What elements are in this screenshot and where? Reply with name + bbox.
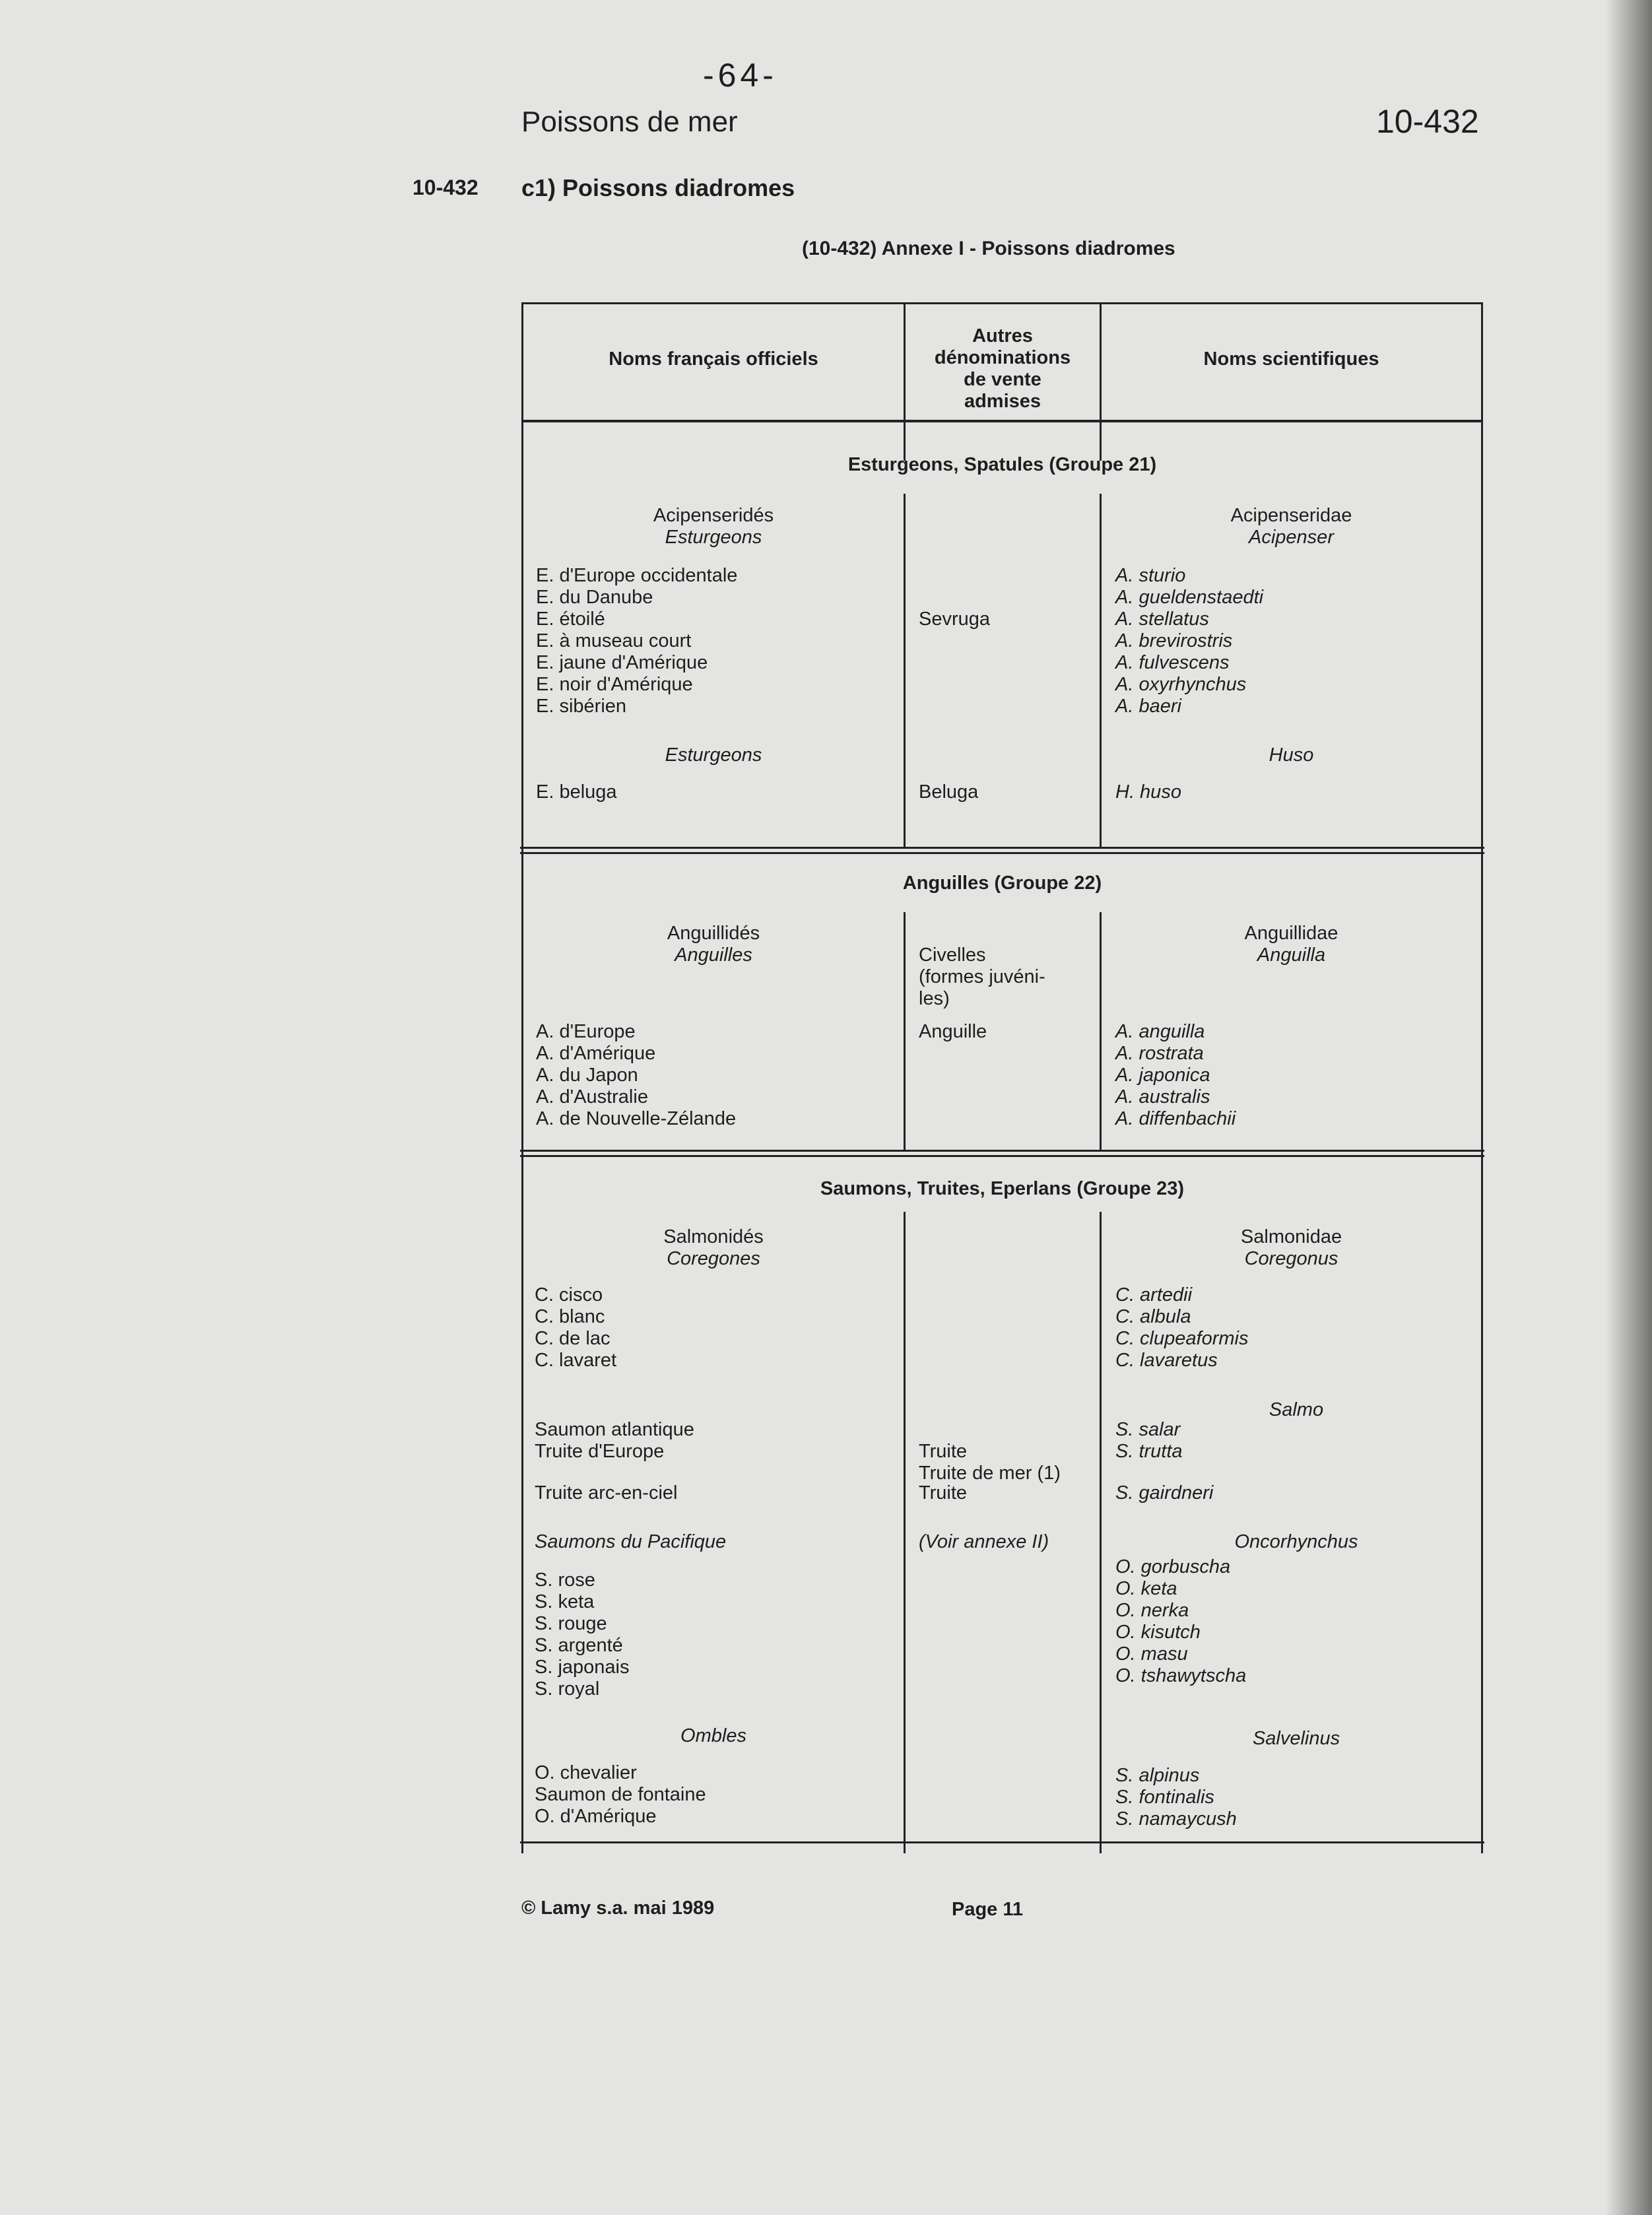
family-fr: Anguillidés	[667, 923, 760, 944]
genus-sci: Oncorhynchus	[1234, 1531, 1358, 1552]
table-cell: Sevruga	[919, 609, 991, 630]
table-cell: C. artedii	[1115, 1284, 1193, 1306]
annex-reference: (Voir annexe II)	[919, 1531, 1049, 1552]
species-list-sci	[1115, 1556, 1246, 1687]
table-cell: A. d'Australie	[536, 1086, 648, 1108]
table-cell: Anguille	[919, 1021, 987, 1042]
table-cell: S. fontinalis	[1115, 1787, 1214, 1808]
genus-fr: Ombles	[680, 1725, 746, 1746]
table-cell: S. rouge	[535, 1613, 607, 1634]
table-cell: O. gorbuscha	[1115, 1556, 1231, 1577]
table-cell: E. beluga	[536, 781, 617, 803]
table-cell: A. d'Amérique	[536, 1043, 656, 1064]
table-cell: A. brevirostris	[1115, 630, 1233, 651]
table-cell: A. gueldenstaedti	[1115, 587, 1264, 608]
table-cell: O. nerka	[1115, 1600, 1189, 1621]
table-cell: C. lavaret	[535, 1350, 617, 1371]
table-cell: O. kisutch	[1115, 1622, 1201, 1643]
genus-sci: Coregonus	[1244, 1248, 1338, 1269]
genus-sci: Anguilla	[1257, 944, 1326, 966]
species-list-sci	[1115, 1021, 1236, 1130]
page-title: Poissons de mer	[521, 106, 738, 138]
table-cell: O. tshawytscha	[1115, 1665, 1247, 1686]
genus-fr: Esturgeons	[665, 527, 762, 548]
table-cell: O. keta	[1115, 1578, 1177, 1599]
table-cell: E. étoilé	[536, 609, 605, 630]
table-cell: E. jaune d'Amérique	[536, 652, 708, 673]
table-cell: S. trutta	[1115, 1441, 1183, 1462]
table-cell: Truite de mer (1)	[919, 1463, 1061, 1484]
table-cell: A. fulvescens	[1115, 652, 1230, 673]
table-cell: S. namaycush	[1115, 1808, 1237, 1830]
genus-sci: Salmo	[1269, 1399, 1324, 1420]
table-cell: C. clupeaformis	[1115, 1328, 1249, 1349]
genus-sci: Salvelinus	[1252, 1728, 1340, 1749]
genus-fr: Anguilles	[675, 944, 752, 966]
section-number: 10-432	[413, 176, 479, 199]
group-title-22: Anguilles (Groupe 22)	[902, 873, 1102, 894]
table-cell: A. japonica	[1115, 1065, 1210, 1086]
table-cell: A. anguilla	[1115, 1021, 1205, 1042]
table-cell: C. lavaretus	[1115, 1350, 1218, 1371]
juvenile-note: Civelles (formes juvéni- les)	[919, 944, 1045, 1009]
table-cell: Saumon de fontaine	[535, 1784, 706, 1805]
table-cell: H. huso	[1115, 781, 1181, 803]
genus-fr: Coregones	[667, 1248, 760, 1269]
table-cell: C. cisco	[535, 1284, 603, 1306]
table-cell: A. de Nouvelle-Zélande	[536, 1108, 737, 1129]
table-cell: A. rostrata	[1115, 1043, 1204, 1064]
reference-number: 10-432	[1376, 103, 1479, 140]
table-cell: S. royal	[535, 1678, 600, 1700]
table-cell: O. masu	[1115, 1643, 1188, 1665]
header-french-names: Noms français officiels	[609, 348, 818, 370]
genus-sci: Acipenser	[1249, 527, 1334, 548]
table-cell: E. à museau court	[536, 630, 692, 651]
header-other-names: Autres dénominations de vente admises	[934, 325, 1071, 412]
family-fr: Acipenseridés	[653, 505, 774, 526]
table-cell: E. sibérien	[536, 696, 627, 717]
table-cell: A. baeri	[1115, 696, 1181, 717]
table-cell: E. du Danube	[536, 587, 653, 608]
genus-fr: Esturgeons	[665, 744, 762, 766]
table-cell: C. de lac	[535, 1328, 611, 1349]
table-cell: S. rose	[535, 1570, 595, 1591]
species-list-sci	[1115, 565, 1263, 717]
table-cell: A. sturio	[1115, 565, 1186, 586]
table-cell: S. keta	[535, 1591, 595, 1612]
table-cell: Truite	[919, 1482, 968, 1504]
table-cell: A. d'Europe	[536, 1021, 636, 1042]
table-cell: Saumon atlantique	[535, 1419, 694, 1440]
table-cell: Truite	[919, 1441, 968, 1462]
table-cell: S. argenté	[535, 1635, 623, 1656]
footer-copyright: © Lamy s.a. mai 1989	[521, 1898, 715, 1919]
species-list-fr	[535, 1570, 630, 1700]
species-list-fr	[535, 1284, 616, 1372]
species-list-fr	[536, 1021, 736, 1130]
table-cell: A. stellatus	[1115, 609, 1209, 630]
table-cell: A. australis	[1115, 1086, 1210, 1108]
table-cell: S. japonais	[535, 1657, 630, 1678]
species-list-sci	[1115, 1284, 1248, 1372]
group-title-23: Saumons, Truites, Eperlans (Groupe 23)	[820, 1178, 1185, 1199]
species-list-sci	[1115, 1765, 1237, 1830]
table-cell: E. d'Europe occidentale	[536, 565, 738, 586]
table-cell: O. d'Amérique	[535, 1806, 657, 1827]
section-title: c1) Poissons diadromes	[521, 174, 795, 201]
table-cell: O. chevalier	[535, 1762, 637, 1783]
table-cell: A. diffenbachii	[1115, 1108, 1236, 1129]
table-cell: Beluga	[919, 781, 979, 803]
table-cell: E. noir d'Amérique	[536, 674, 693, 695]
handwritten-page-number: -64-	[703, 57, 777, 94]
footer-page-number: Page 11	[952, 1899, 1024, 1920]
table-cell: Truite d'Europe	[535, 1441, 665, 1462]
family-sci: Salmonidae	[1240, 1226, 1342, 1247]
table-cell: C. blanc	[535, 1306, 605, 1327]
table-cell: S. alpinus	[1115, 1765, 1200, 1786]
table-cell: S. salar	[1115, 1419, 1181, 1440]
table-cell: A. du Japon	[536, 1065, 638, 1086]
annex-title: (10-432) Annexe I - Poissons diadromes	[802, 238, 1175, 259]
table-cell: C. albula	[1115, 1306, 1191, 1327]
family-fr: Salmonidés	[663, 1226, 764, 1247]
species-list-fr	[535, 1762, 706, 1828]
genus-fr: Saumons du Pacifique	[535, 1531, 727, 1552]
header-scientific-names: Noms scientifiques	[1203, 348, 1379, 370]
group-title-21: Esturgeons, Spatules (Groupe 21)	[847, 454, 1157, 475]
genus-sci: Huso	[1269, 744, 1314, 766]
family-sci: Anguillidae	[1244, 923, 1338, 944]
species-list-fr	[536, 565, 737, 717]
family-sci: Acipenseridae	[1230, 505, 1352, 526]
table-cell: Truite arc-en-ciel	[535, 1482, 678, 1504]
table-cell: S. gairdneri	[1115, 1482, 1214, 1504]
table-cell: A. oxyrhynchus	[1115, 674, 1247, 695]
